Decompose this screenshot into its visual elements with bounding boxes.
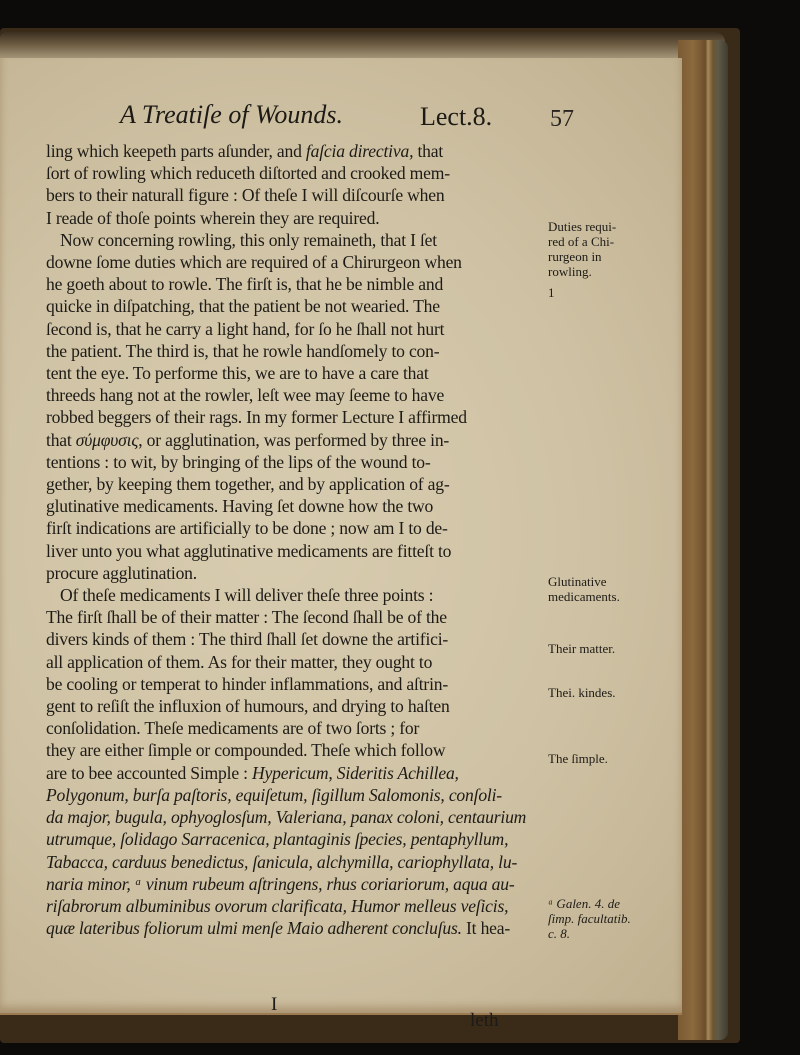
text-line: naria minor, ᵃ vinum rubeum aſtringens, rhus coriariorum, aqua au-	[46, 873, 515, 894]
text-line: downe ſome duties which are required of a Chirurgeon when	[46, 252, 462, 273]
text-line: quicke in diſpatching, that the patient be not wearied. The	[46, 296, 440, 317]
text-line: Tabacca, carduus benedictus, ſanicula, alchymilla, cariophyllata, lu-	[46, 851, 518, 872]
text-line: utrumque, ſolidago Sarracenica, plantaginis ſpecies, pentaphyllum,	[46, 829, 509, 850]
book-page-edges	[678, 40, 728, 1040]
signature-mark: I	[271, 994, 278, 1015]
text-line: Polygonum, burſa paſtoris, equiſetum, ſigillum Salomonis, conſoli-	[46, 784, 502, 805]
text-line: Of theſe medicaments I will deliver theſe three points :	[60, 585, 434, 606]
text-line: procure agglutination.	[46, 562, 197, 583]
text-line: the patient. The third is, that he rowle handſomely to con-	[46, 340, 440, 361]
book-top-edge	[0, 32, 725, 58]
text-line: are to bee accounted Simple : Hypericum, Sideritis Achillea,	[46, 762, 459, 783]
text-line: threeds hang not at the rowler, leſt wee may ſeeme to have	[46, 385, 445, 406]
text-line: be cooling or temperat to hinder inflammations, and aſtrin-	[46, 673, 449, 694]
body-text	[46, 140, 546, 939]
margin-note: 1	[548, 285, 555, 300]
text-line: all application of them. As for their matter, they ought to	[46, 651, 433, 672]
text-line: quæ lateribus foliorum ulmi menſe Maio adherent concluſus. It hea-	[46, 918, 511, 939]
text-line: tent the eye. To performe this, we are to have a care that	[46, 363, 429, 384]
text-line: ſort of rowling which reduceth diſtorted and crooked mem-	[46, 163, 450, 184]
catchword: leth	[470, 1010, 499, 1031]
text-line: ſecond is, that he carry a light hand, for ſo he ſhall not hurt	[46, 318, 445, 339]
text-line: liver unto you what agglutinative medicaments are fitteſt to	[46, 540, 452, 561]
text-line: firſt indications are artificially to be done ; now am I to de-	[46, 518, 448, 539]
text-line: da major, bugula, ophyoglosſum, Valeriana, panax coloni, centaurium	[46, 807, 527, 828]
text-line: I reade of thoſe points wherein they are required.	[46, 207, 380, 228]
text-line: riſabrorum albuminibus ovorum clarificata, Humor melleus veſicis,	[46, 895, 509, 916]
text-line: gether, by keeping them together, and by application of ag-	[46, 474, 450, 495]
text-line: that σύμφυσις, or agglutination, was performed by three in-	[46, 429, 450, 450]
text-line: Now concerning rowling, this only remaineth, that I ſet	[60, 229, 437, 250]
lecture-number: Lect.8.	[420, 102, 493, 131]
running-title: A Treatiſe of Wounds.	[120, 100, 343, 129]
book-page	[0, 58, 682, 1031]
text-line: glutinative medicaments. Having ſet downe how the two	[46, 496, 434, 517]
margin-note: The ſimple.	[548, 751, 608, 766]
margin-note: Duties requi- red of a Chi- rurgeon in rowling.	[548, 219, 617, 279]
text-line: they are either ſimple or compounded. Theſe which follow	[46, 740, 446, 761]
text-line: divers kinds of them : The third ſhall ſet downe the artifici-	[46, 629, 449, 650]
page-header	[60, 100, 660, 136]
margin-note: ᵃ Galen. 4. de ſimp. facultatib. c. 8.	[548, 896, 631, 941]
margin-note: Thei. kindes.	[548, 685, 616, 700]
text-line: bers to their naturall figure : Of theſe I will diſcourſe when	[46, 185, 445, 206]
text-line: he goeth about to rowle. The firſt is, that he be nimble and	[46, 274, 444, 295]
text-line: The firſt ſhall be of their matter : The ſecond ſhall be of the	[46, 607, 447, 628]
page-number: 57	[550, 106, 574, 132]
text-line: ling which keepeth parts aſunder, and faſcia directiva, that	[46, 141, 444, 161]
margin-note: Their matter.	[548, 641, 616, 656]
text-line: conſolidation. Theſe medicaments are of two ſorts ; for	[46, 718, 420, 739]
text-line: tentions : to wit, by bringing of the lips of the wound to-	[46, 451, 431, 472]
text-line: robbed beggers of their rags. In my former Lecture I affirmed	[46, 407, 467, 428]
margin-note: Glutinative medicaments.	[548, 574, 620, 604]
text-line: gent to reſiſt the influxion of humours, and drying to haſten	[46, 696, 450, 717]
